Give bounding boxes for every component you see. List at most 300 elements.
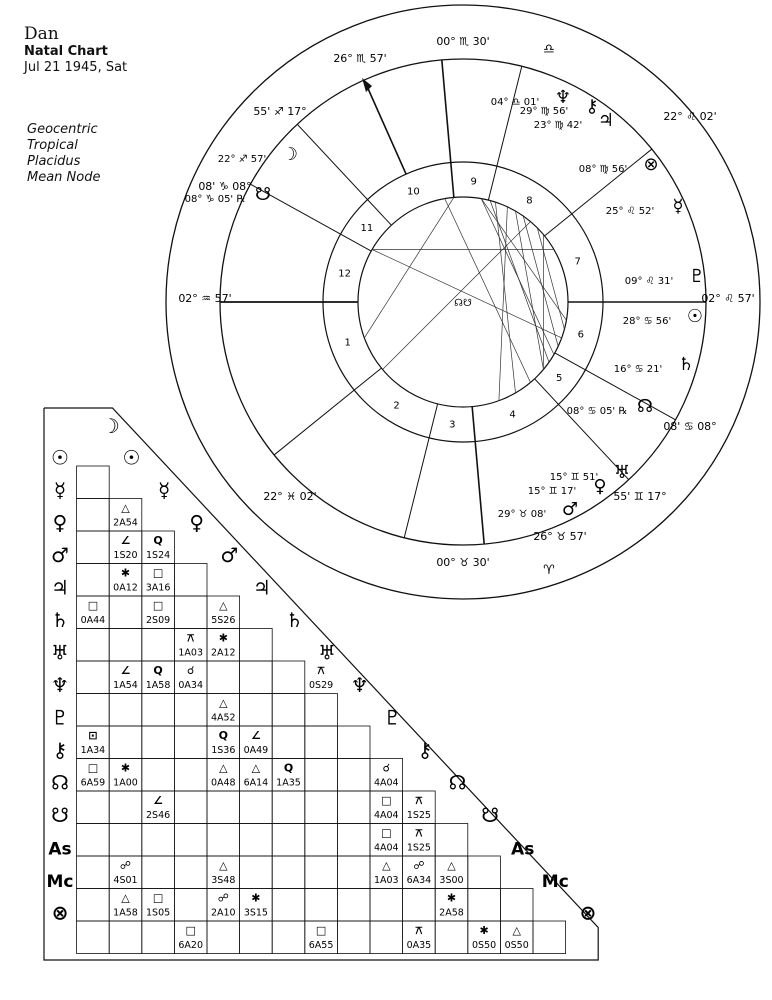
aspect-orb: 1S25 xyxy=(406,810,431,821)
aspect-cell xyxy=(505,924,529,951)
aspect-symbol: ✱ xyxy=(218,631,228,645)
aspect-symbol: □ xyxy=(152,891,164,905)
aspect-orb: 1A03 xyxy=(373,875,399,886)
planet-position: 09° ♌ 31' xyxy=(624,276,674,287)
aspect-symbol: □ xyxy=(185,924,196,937)
grid-diagonal-label: ♃ xyxy=(252,575,271,600)
grid-diagonal-label: As xyxy=(511,839,535,860)
grid-row-label: ♅ xyxy=(51,640,69,665)
grid-cell xyxy=(77,694,110,727)
aspect-cell xyxy=(244,729,269,756)
aspect-cell xyxy=(374,794,399,821)
aspect-orb: 1S20 xyxy=(113,550,138,561)
grid-cell xyxy=(174,889,207,922)
aspect-cell xyxy=(211,697,236,724)
aspect-cell xyxy=(81,729,106,756)
aspect-cell xyxy=(81,599,106,626)
planet-glyph: ♄ xyxy=(677,354,695,375)
grid-cell xyxy=(272,661,305,694)
aspect-orb: 1A00 xyxy=(113,777,138,789)
aspect-orb: 5S26 xyxy=(211,615,236,626)
cusp-degree: 00° ♏ 30' xyxy=(436,35,490,48)
grid-cell xyxy=(174,596,207,629)
aspect-symbol: ∠ xyxy=(250,729,261,742)
aspect-orb: 4S01 xyxy=(113,875,138,886)
aspect-orb: 2A58 xyxy=(439,907,464,919)
grid-cell xyxy=(272,921,305,954)
aspect-symbol: △ xyxy=(219,599,228,612)
grid-cell xyxy=(109,629,142,662)
grid-cell xyxy=(435,921,468,954)
aspect-orb: 1A03 xyxy=(178,647,204,659)
grid-cell xyxy=(305,726,338,759)
grid-row-label: ⊗ xyxy=(51,900,69,925)
grid-row-label: ☉ xyxy=(51,445,69,470)
setting-house-system: Placidus xyxy=(27,154,81,169)
aspect-orb: 0A12 xyxy=(113,582,138,594)
house-number: 9 xyxy=(470,176,477,188)
grid-cell xyxy=(174,759,207,792)
aspect-symbol: Q xyxy=(218,729,228,742)
cusp-degree: 26° ♏ 57' xyxy=(333,52,387,65)
grid-cell xyxy=(337,726,370,759)
aspect-cell xyxy=(374,827,399,854)
aspect-orb: 1S24 xyxy=(146,550,171,561)
grid-diagonal-label: ♀ xyxy=(189,510,205,535)
grid-cell xyxy=(109,921,142,954)
grid-cell xyxy=(109,824,142,857)
aspect-symbol: ⚻ xyxy=(415,826,423,840)
aspect-cell xyxy=(211,729,235,756)
grid-cell xyxy=(109,596,142,629)
node-glyph-center: ☊☋ xyxy=(454,298,472,309)
aspect-symbol: □ xyxy=(87,599,99,612)
grid-row-label: ♀ xyxy=(52,510,68,535)
grid-cell xyxy=(77,531,110,564)
grid-cell xyxy=(337,921,370,954)
grid-cell xyxy=(305,889,338,922)
grid-cell xyxy=(142,856,175,889)
grid-cell xyxy=(142,759,175,792)
cusp-sign-marker: ♈ xyxy=(543,563,555,578)
cusp-sign-marker: ♎ xyxy=(543,42,555,57)
aspect-symbol: △ xyxy=(447,859,456,872)
grid-cell xyxy=(77,889,110,922)
grid-cell xyxy=(272,824,305,857)
grid-cell xyxy=(305,856,338,889)
aspect-orb: 0A44 xyxy=(80,615,106,626)
grid-cell xyxy=(370,889,403,922)
aspect-orb: 4A04 xyxy=(373,777,399,789)
house-number: 11 xyxy=(360,222,374,234)
aspect-orb: 1S36 xyxy=(211,745,236,756)
planet-position: 08° ♑ 05' ℞ xyxy=(184,194,246,205)
grid-cell xyxy=(142,824,175,857)
cusp-degree: 08' ♑ 08° xyxy=(198,180,252,193)
aspect-orb: 6A55 xyxy=(308,940,334,951)
aspect-orb: 6A20 xyxy=(178,940,204,951)
aspect-cell xyxy=(439,859,463,886)
aspect-orb: 4A04 xyxy=(373,842,399,854)
planet-glyph: ♃ xyxy=(597,110,615,131)
grid-cell xyxy=(174,726,207,759)
aspect-orb: 6A59 xyxy=(80,777,106,789)
setting-node: Mean Node xyxy=(27,170,101,185)
grid-cell xyxy=(174,824,207,857)
grid-cell xyxy=(240,791,273,824)
aspect-orb: 4A52 xyxy=(210,712,236,724)
aspect-cell xyxy=(407,859,432,886)
aspect-symbol: ✱ xyxy=(120,566,131,580)
aspect-symbol: ☌ xyxy=(382,761,390,775)
aspect-cell xyxy=(244,892,268,919)
aspect-orb: 2A10 xyxy=(210,907,236,919)
grid-row-label: ☋ xyxy=(51,803,69,827)
aspect-orb: 0A35 xyxy=(406,940,432,951)
aspect-symbol: ⚻ xyxy=(317,664,325,677)
grid-cell xyxy=(77,921,110,954)
grid-row-label: Mc xyxy=(46,872,74,892)
grid-cell xyxy=(337,791,370,824)
planet-glyph: ☽ xyxy=(281,144,299,165)
planet-glyph: ☿ xyxy=(672,196,684,217)
aspect-cell xyxy=(407,924,432,951)
grid-diagonal-label: ☉ xyxy=(122,445,141,470)
grid-cell xyxy=(174,694,207,727)
aspect-cell xyxy=(81,762,106,789)
planet-position: 04° ♎ 01' xyxy=(490,97,540,108)
planet-glyph: ☊ xyxy=(637,396,653,417)
aspect-cell xyxy=(472,924,496,951)
grid-cell xyxy=(240,824,273,857)
cusp-degree: 08' ♋ 08° xyxy=(663,420,717,433)
planet-position: 29° ♉ 08' xyxy=(497,509,547,520)
grid-cell xyxy=(174,856,207,889)
grid-diagonal-label: ♂ xyxy=(220,543,239,567)
planet-glyph: ♇ xyxy=(688,266,706,287)
aspect-orb: 1S05 xyxy=(146,907,171,919)
grid-diagonal-label: ♄ xyxy=(285,608,304,632)
aspect-symbol: Q xyxy=(153,534,163,547)
grid-row-label: ☿ xyxy=(53,478,67,502)
aspect-symbol: □ xyxy=(87,761,99,775)
aspect-symbol: □ xyxy=(381,826,392,840)
aspect-symbol: Q xyxy=(153,664,163,677)
grid-cell xyxy=(272,856,305,889)
grid-cell xyxy=(337,856,370,889)
grid-cell xyxy=(533,921,566,954)
grid-cell xyxy=(77,499,110,532)
planet-position: 28° ♋ 56' xyxy=(622,316,672,327)
aspect-orb: 4A04 xyxy=(373,810,399,821)
grid-cell xyxy=(142,629,175,662)
aspect-symbol: Q xyxy=(283,761,294,775)
cusp-degree: 00° ♉ 30' xyxy=(436,556,490,569)
grid-cell xyxy=(142,921,175,954)
grid-cell xyxy=(240,694,273,727)
aspect-symbol: ☍ xyxy=(119,859,132,872)
grid-cell xyxy=(337,889,370,922)
house-number: 8 xyxy=(526,195,533,207)
aspect-orb: 1A34 xyxy=(80,745,106,756)
grid-cell xyxy=(337,759,370,792)
aspect-cell xyxy=(178,632,203,659)
aspect-symbol: △ xyxy=(219,696,228,710)
planet-position: 25° ♌ 52' xyxy=(605,206,655,217)
grid-cell xyxy=(77,791,110,824)
aspect-orb: 2A54 xyxy=(113,517,138,529)
aspect-cell xyxy=(276,762,301,789)
aspect-orb: 1A54 xyxy=(113,680,138,691)
aspect-symbol: ✱ xyxy=(479,924,489,937)
planet-glyph: ♀ xyxy=(593,476,607,497)
grid-cell xyxy=(77,824,110,857)
grid-row-label: As xyxy=(48,839,72,860)
house-number: 12 xyxy=(338,268,351,280)
grid-cell xyxy=(142,726,175,759)
aspect-orb: 0A48 xyxy=(210,777,236,789)
cusp-degree: 22° ♓ 02' xyxy=(263,490,317,503)
aspect-cell xyxy=(211,632,236,659)
grid-diagonal-label: Mc xyxy=(541,872,569,892)
planet-position: 16° ♋ 21' xyxy=(613,364,663,375)
aspect-cell xyxy=(374,762,399,789)
aspect-orb: 3S48 xyxy=(211,875,236,886)
aspect-cell xyxy=(113,762,138,789)
aspect-symbol: ⊡ xyxy=(88,729,98,742)
aspect-cell xyxy=(113,892,138,919)
aspect-orb: 0A34 xyxy=(178,680,204,691)
planet-glyph: ♅ xyxy=(613,462,631,483)
aspect-symbol: ∠ xyxy=(153,794,164,807)
aspect-cell xyxy=(146,599,170,626)
cusp-degree: 02° ♌ 57' xyxy=(701,292,755,305)
grid-cell xyxy=(272,726,305,759)
grid-cell xyxy=(142,694,175,727)
grid-diagonal-label: ⊗ xyxy=(579,900,597,925)
aspect-symbol: □ xyxy=(152,599,164,612)
grid-cell xyxy=(174,564,207,597)
cusp-degree: 26° ♉ 57' xyxy=(533,530,587,543)
aspect-cell xyxy=(113,859,137,886)
grid-row-label: ☊ xyxy=(51,770,69,795)
grid-cell xyxy=(272,694,305,727)
aspect-cell xyxy=(407,827,431,854)
aspect-symbol: ⚻ xyxy=(415,924,423,937)
planet-glyph: ☉ xyxy=(686,306,704,327)
aspect-symbol: □ xyxy=(152,566,164,580)
grid-cell xyxy=(403,889,436,922)
aspect-orb: 3A16 xyxy=(145,582,171,594)
grid-row-label: ⚷ xyxy=(52,738,68,762)
birth-date: Jul 21 1945, Sat xyxy=(24,60,128,75)
grid-cell xyxy=(305,824,338,857)
grid-diagonal-label: ☿ xyxy=(157,478,171,502)
chart-title: Natal Chart xyxy=(24,44,108,59)
house-number: 7 xyxy=(574,256,581,268)
grid-cell xyxy=(435,824,468,857)
grid-cell xyxy=(77,856,110,889)
aspect-symbol: ☍ xyxy=(413,859,425,872)
aspect-symbol: △ xyxy=(121,891,130,905)
house-number: 1 xyxy=(344,337,351,349)
aspect-cell xyxy=(178,664,203,691)
aspect-symbol: ☌ xyxy=(187,664,195,677)
aspect-orb: 1S25 xyxy=(406,842,431,854)
aspect-symbol: ∠ xyxy=(120,534,131,547)
aspect-cell xyxy=(146,567,171,594)
grid-cell xyxy=(305,791,338,824)
grid-cell xyxy=(77,661,110,694)
grid-row-label: ♇ xyxy=(51,705,69,730)
grid-cell xyxy=(468,856,501,889)
person-name: Dan xyxy=(24,24,59,44)
house-number: 3 xyxy=(449,419,456,431)
aspect-cell xyxy=(113,664,138,691)
aspect-cell xyxy=(309,924,334,951)
grid-cell xyxy=(77,466,110,499)
aspect-cell xyxy=(309,664,333,691)
grid-diagonal-label: ☽ xyxy=(101,414,120,438)
planet-position: 22° ♐ 57' xyxy=(217,154,267,165)
planet-position: 08° ♍ 56' xyxy=(578,164,628,175)
aspect-orb: 1A35 xyxy=(276,777,301,789)
aspect-orb: 1A58 xyxy=(145,680,171,691)
aspect-symbol: ⚻ xyxy=(187,631,195,645)
grid-diagonal-label: ⚷ xyxy=(417,738,433,762)
aspect-cell xyxy=(439,892,464,919)
aspect-cell xyxy=(211,762,236,789)
grid-cell xyxy=(272,791,305,824)
planet-position: 15° ♊ 51' xyxy=(549,472,599,483)
grid-row-label: ♆ xyxy=(51,673,69,697)
grid-row-label: ♂ xyxy=(51,543,69,567)
planet-position: 29° ♍ 56' xyxy=(519,106,569,117)
aspect-cell xyxy=(146,664,171,691)
aspect-symbol: ☍ xyxy=(217,891,229,905)
aspect-symbol: △ xyxy=(251,761,261,775)
aspect-cell xyxy=(211,599,235,626)
aspect-cell xyxy=(244,762,269,789)
planet-glyph: ⚷ xyxy=(585,96,599,117)
grid-cell xyxy=(207,791,240,824)
cusp-degree: 02° ♒ 57' xyxy=(178,292,232,305)
aspect-cell xyxy=(146,892,170,919)
grid-cell xyxy=(109,791,142,824)
house-number: 5 xyxy=(555,373,563,385)
house-number: 4 xyxy=(509,409,516,421)
grid-cell xyxy=(109,694,142,727)
grid-cell xyxy=(240,629,273,662)
grid-row-label: ♃ xyxy=(51,575,69,600)
aspect-orb: 2S09 xyxy=(146,615,171,626)
planet-position: 15° ♊ 17' xyxy=(527,486,577,497)
grid-diagonal-label: ♇ xyxy=(383,705,402,730)
planet-glyph: ♂ xyxy=(561,499,579,520)
aspect-cell xyxy=(178,924,203,951)
grid-cell xyxy=(337,824,370,857)
aspect-symbol: △ xyxy=(382,859,391,872)
aspect-symbol: ∠ xyxy=(120,664,131,677)
planet-position: 08° ♋ 05' ℞ xyxy=(566,406,628,417)
aspect-symbol: □ xyxy=(381,794,392,807)
aspect-symbol: ✱ xyxy=(446,891,457,905)
aspect-symbol: □ xyxy=(315,924,327,937)
aspect-symbol: △ xyxy=(121,501,130,515)
grid-cell xyxy=(77,629,110,662)
aspect-orb: 3S00 xyxy=(439,875,464,886)
aspect-symbol: △ xyxy=(512,924,521,937)
grid-cell xyxy=(174,791,207,824)
setting-zodiac: Tropical xyxy=(27,138,78,153)
grid-cell xyxy=(207,661,240,694)
house-number: 2 xyxy=(393,400,400,412)
aspect-orb: 0S29 xyxy=(309,680,334,691)
aspect-symbol: ✱ xyxy=(120,761,131,775)
grid-cell xyxy=(77,564,110,597)
grid-cell xyxy=(207,824,240,857)
aspect-symbol: △ xyxy=(219,859,228,872)
aspect-cell xyxy=(407,794,431,821)
grid-cell xyxy=(109,726,142,759)
grid-cell xyxy=(240,661,273,694)
aspect-orb: 3S15 xyxy=(243,907,268,919)
grid-cell xyxy=(305,694,338,727)
aspect-cell xyxy=(113,567,138,594)
aspect-cell xyxy=(211,892,236,919)
grid-diagonal-label: ♅ xyxy=(318,640,337,665)
aspect-orb: 6A34 xyxy=(406,875,432,886)
grid-cell xyxy=(240,921,273,954)
aspect-symbol: ✱ xyxy=(251,891,261,905)
grid-cell xyxy=(370,921,403,954)
grid-cell xyxy=(468,889,501,922)
aspect-orb: 6A14 xyxy=(243,777,269,789)
house-number: 6 xyxy=(577,329,585,341)
grid-diagonal-label: ♆ xyxy=(350,673,369,697)
aspect-cell xyxy=(113,502,138,529)
aspect-symbol: △ xyxy=(219,761,228,775)
planet-glyph: ♆ xyxy=(554,87,572,108)
grid-cell xyxy=(207,921,240,954)
aspect-orb: 0A49 xyxy=(243,745,269,756)
grid-diagonal-label: ☋ xyxy=(481,803,499,827)
grid-cell xyxy=(240,856,273,889)
aspect-cell xyxy=(146,794,170,821)
grid-row-label: ♄ xyxy=(51,608,69,632)
planet-position: 23° ♍ 42' xyxy=(533,120,583,131)
grid-cell xyxy=(272,889,305,922)
aspect-orb: 0S50 xyxy=(472,940,497,951)
planet-glyph: ⊗ xyxy=(643,154,659,175)
cusp-degree: 55' ♐ 17° xyxy=(253,105,307,118)
aspect-cell xyxy=(211,859,235,886)
house-number: 10 xyxy=(407,186,420,198)
cusp-degree: 22° ♌ 02' xyxy=(663,110,717,123)
aspect-orb: 2A12 xyxy=(210,647,236,659)
aspect-cell xyxy=(113,534,137,561)
aspect-orb: 1A58 xyxy=(113,907,138,919)
planet-glyph: ☋ xyxy=(255,184,271,205)
grid-cell xyxy=(500,889,533,922)
grid-diagonal-label: ☊ xyxy=(448,770,467,795)
aspect-orb: 2S46 xyxy=(146,810,171,821)
grid-cell xyxy=(305,759,338,792)
setting-coordinate: Geocentric xyxy=(27,122,98,137)
aspect-cell xyxy=(146,534,170,561)
cusp-degree: 55' ♊ 17° xyxy=(613,490,667,503)
aspect-symbol: ⚻ xyxy=(415,794,423,807)
